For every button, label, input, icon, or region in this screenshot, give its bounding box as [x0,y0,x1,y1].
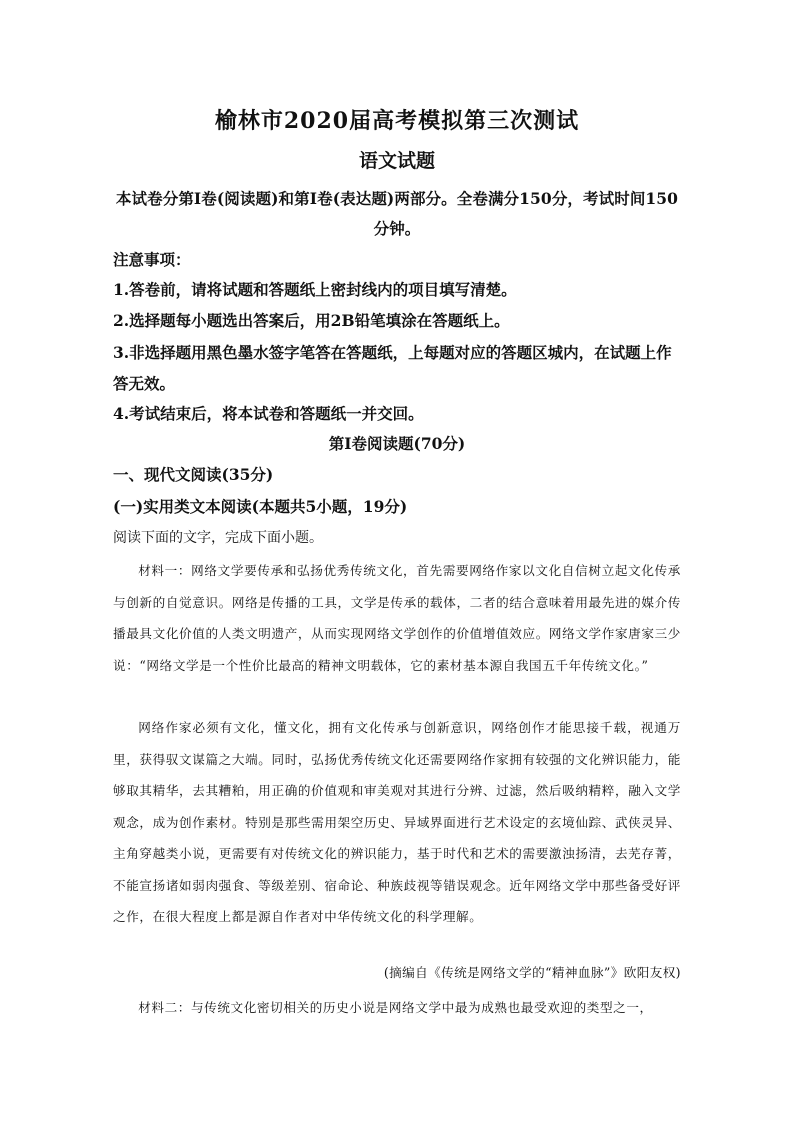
notes-heading: 注意事项： [113,250,191,269]
section-title: 一、现代文阅读(35分) [113,465,274,484]
part-title: 第Ⅰ卷阅读题(70分) [328,434,466,453]
note-item-2: 2.选择题每小题选出答案后，用2B铅笔填涂在答题纸上。 [113,311,510,330]
note-item-1: 1.答卷前，请将试题和答题纸上密封线内的项目填写清楚。 [113,280,517,299]
note-item-3: 3.非选择题用黑色墨水签字笔答在答题纸，上每题对应的答题区城内，在试题上作答无效。 [113,343,672,393]
exam-subtitle: 语文试题 [358,150,435,172]
exam-intro: 本试卷分第Ⅰ卷(阅读题)和第Ⅰ卷(表达题)两部分。全卷满分150分，考试时间150分钟。 [115,189,679,238]
reading-instruction: 阅读下面的文字，完成下面小题。 [113,530,323,546]
subsection-title: (一)实用类文本阅读(本题共5小题，19分) [113,497,408,516]
note-item-4: 4.考试结束后，将本试卷和答题纸一并交回。 [113,404,424,423]
material-paragraph-1: 材料一：网络文学要传承和弘扬优秀传统文化，首先需要网络作家以文化自信树立起文化传承与创新的自觉意识。网络是传播的工具，文学是传承的载体，二者的结合意味着用最先进的媒介传播最具文化价值的人类文明遗产，从而实现网络文学创作的价值增值效应。网络文学作家唐家三少说：“网络文学是一个性价比最高的精神文明载体，它的素材基本源自我国五千年传统文化。” [113,563,681,673]
material-paragraph-3: 材料二：与传统文化密切相关的历史小说是网络文学中最为成熟也最受欢迎的类型之一， [138,1000,653,1015]
exam-title: 榆林市2020届高考模拟第三次测试 [214,108,580,134]
material-paragraph-2: 网络作家必须有文化，懂文化，拥有文化传承与创新意识，网络创作才能思接千载，视通万里，获得驭文谋篇之大端。同时，弘扬优秀传统文化还需要网络作家拥有较强的文化辨识能力，能够取其精华，去其糟粕，用正确的价值观和审美观对其进行分辨、过滤，然后吸纳精粹，融入文学观念，成为创作素材。特别是那些需用架空历史、异域界面进行艺术设定的玄境仙踪、武侠灵异、主角穿越类小说，更需要有对传统文化的辨识能力，基于时代和艺术的需要激浊扬清，去芜存菁，不能宣扬诸如弱肉强食、等级差别、宿命论、种族歧视等错误观念。近年网络文学中那些备受好评之作，在很大程度上都是源自作者对中华传统文化的科学理解。 [113,720,681,924]
material-source: (摘编自《传统是网络文学的“精神血脉”》欧阳友权) [383,965,681,980]
